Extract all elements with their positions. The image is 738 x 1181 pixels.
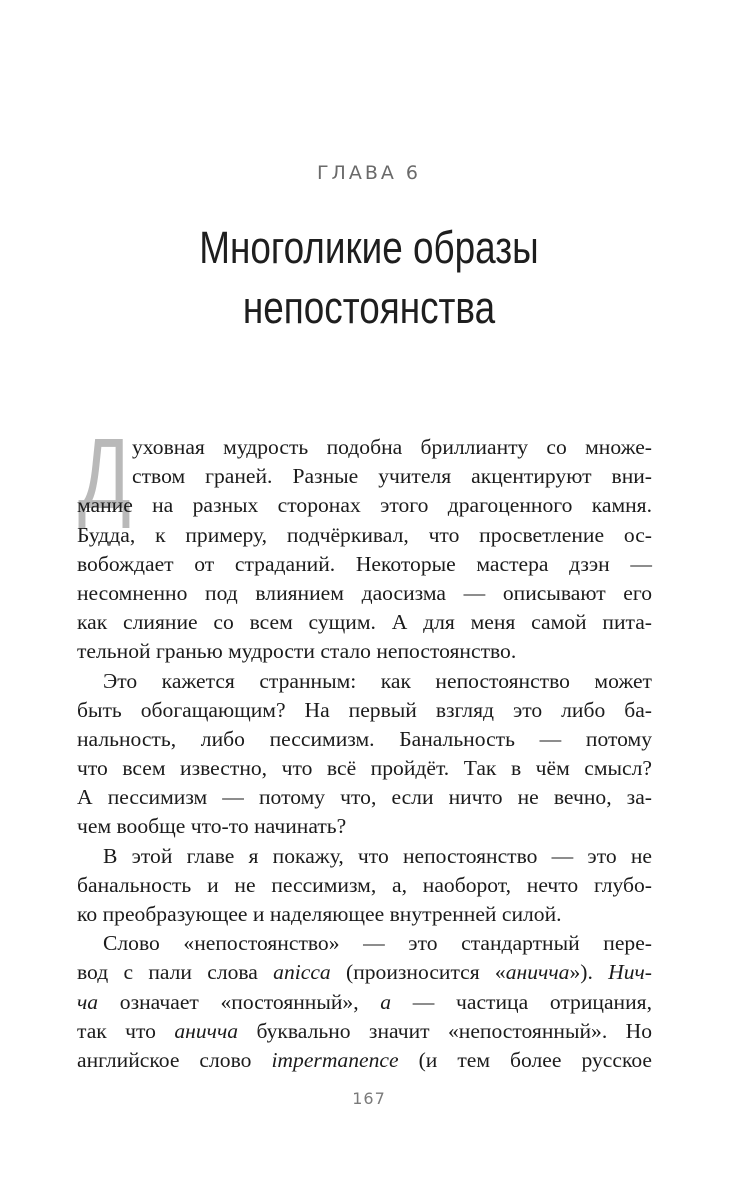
paragraph [77,929,652,1075]
text-run-italic: anicca [273,960,331,985]
text-run: (и тем более русское [398,1047,652,1072]
text-run-italic: аничча [505,960,570,985]
text-line [77,1046,652,1075]
text-line: тельной гранью мудрости стало непостоянство. [77,639,517,664]
text-line: быть обогащающим? На первый взгляд это либо ба- [77,697,652,722]
text-line [77,929,652,958]
text-line: несомненно под влиянием даосизма — описывают его [77,580,652,605]
text-line: как слияние со всем сущим. А для меня самой пита- [77,610,652,635]
text-line: В этой главе я покажу, что непостоянство — это не [103,843,652,868]
text-line: мание на разных сторонах этого драгоценного камня. [77,493,652,518]
chapter-title-line: непостоянства [242,282,496,333]
text-run: »). [569,960,609,985]
page-number: 167 [352,1089,386,1108]
text-line: ко преобразующее и наделяющее внутренней силой. [77,902,562,926]
text-run: — частица отрицания, [391,989,652,1014]
text-run-italic: а [380,989,392,1014]
text-line [77,1017,652,1046]
text-line: Это кажется странным: как непостоянство может [103,668,652,693]
text-line: чем вообще что-то начинать? [77,814,347,839]
text-line: что всем известно, что всё пройдёт. Так в чём смысл? [77,756,652,781]
chapter-label: ГЛАВА 6 [316,162,422,184]
text-run: (произносится « [330,960,506,985]
text-line: А пессимизм — потому что, если ничто не вечно, за- [77,785,652,810]
text-run: Слово «непостоянство» — это стандартный пере- [103,931,652,956]
text-line: уховная мудрость подобна бриллианту со множе- [132,435,652,459]
text-line [77,988,652,1017]
text-line [77,958,652,987]
chapter-title-line: Многоликие образы [199,222,539,273]
paragraph [77,433,652,667]
text-run: английское слово [77,1047,272,1072]
text-line: банальность и не пессимизм, а, наоборот, нечто глубо- [77,872,652,897]
text-run-italic: ча [77,989,99,1014]
paragraph [77,842,652,930]
chapter-title [66,218,671,338]
text-run-italic: Нич- [608,960,652,985]
text-run: вод с пали слова [77,960,274,985]
text-run: буквально значит «непостоянный». Но [238,1018,652,1043]
body-text [77,433,652,1075]
text-run-italic: аничча [174,1018,239,1043]
text-run-italic: impermanence [271,1047,399,1072]
text-line: ством граней. Разные учителя акцентируют вни- [132,464,652,489]
text-line: вобождает от страданий. Некоторые мастера дзэн — [77,551,652,576]
text-run: так что [77,1018,175,1043]
paragraph [77,667,652,842]
text-line: Будда, к примеру, подчёркивал, что просветление ос- [77,522,652,547]
text-run: означает «постоянный», [98,989,381,1014]
drop-cap: Д [78,418,131,530]
text-line: нальность, либо пессимизм. Банальность — потому [77,726,652,751]
